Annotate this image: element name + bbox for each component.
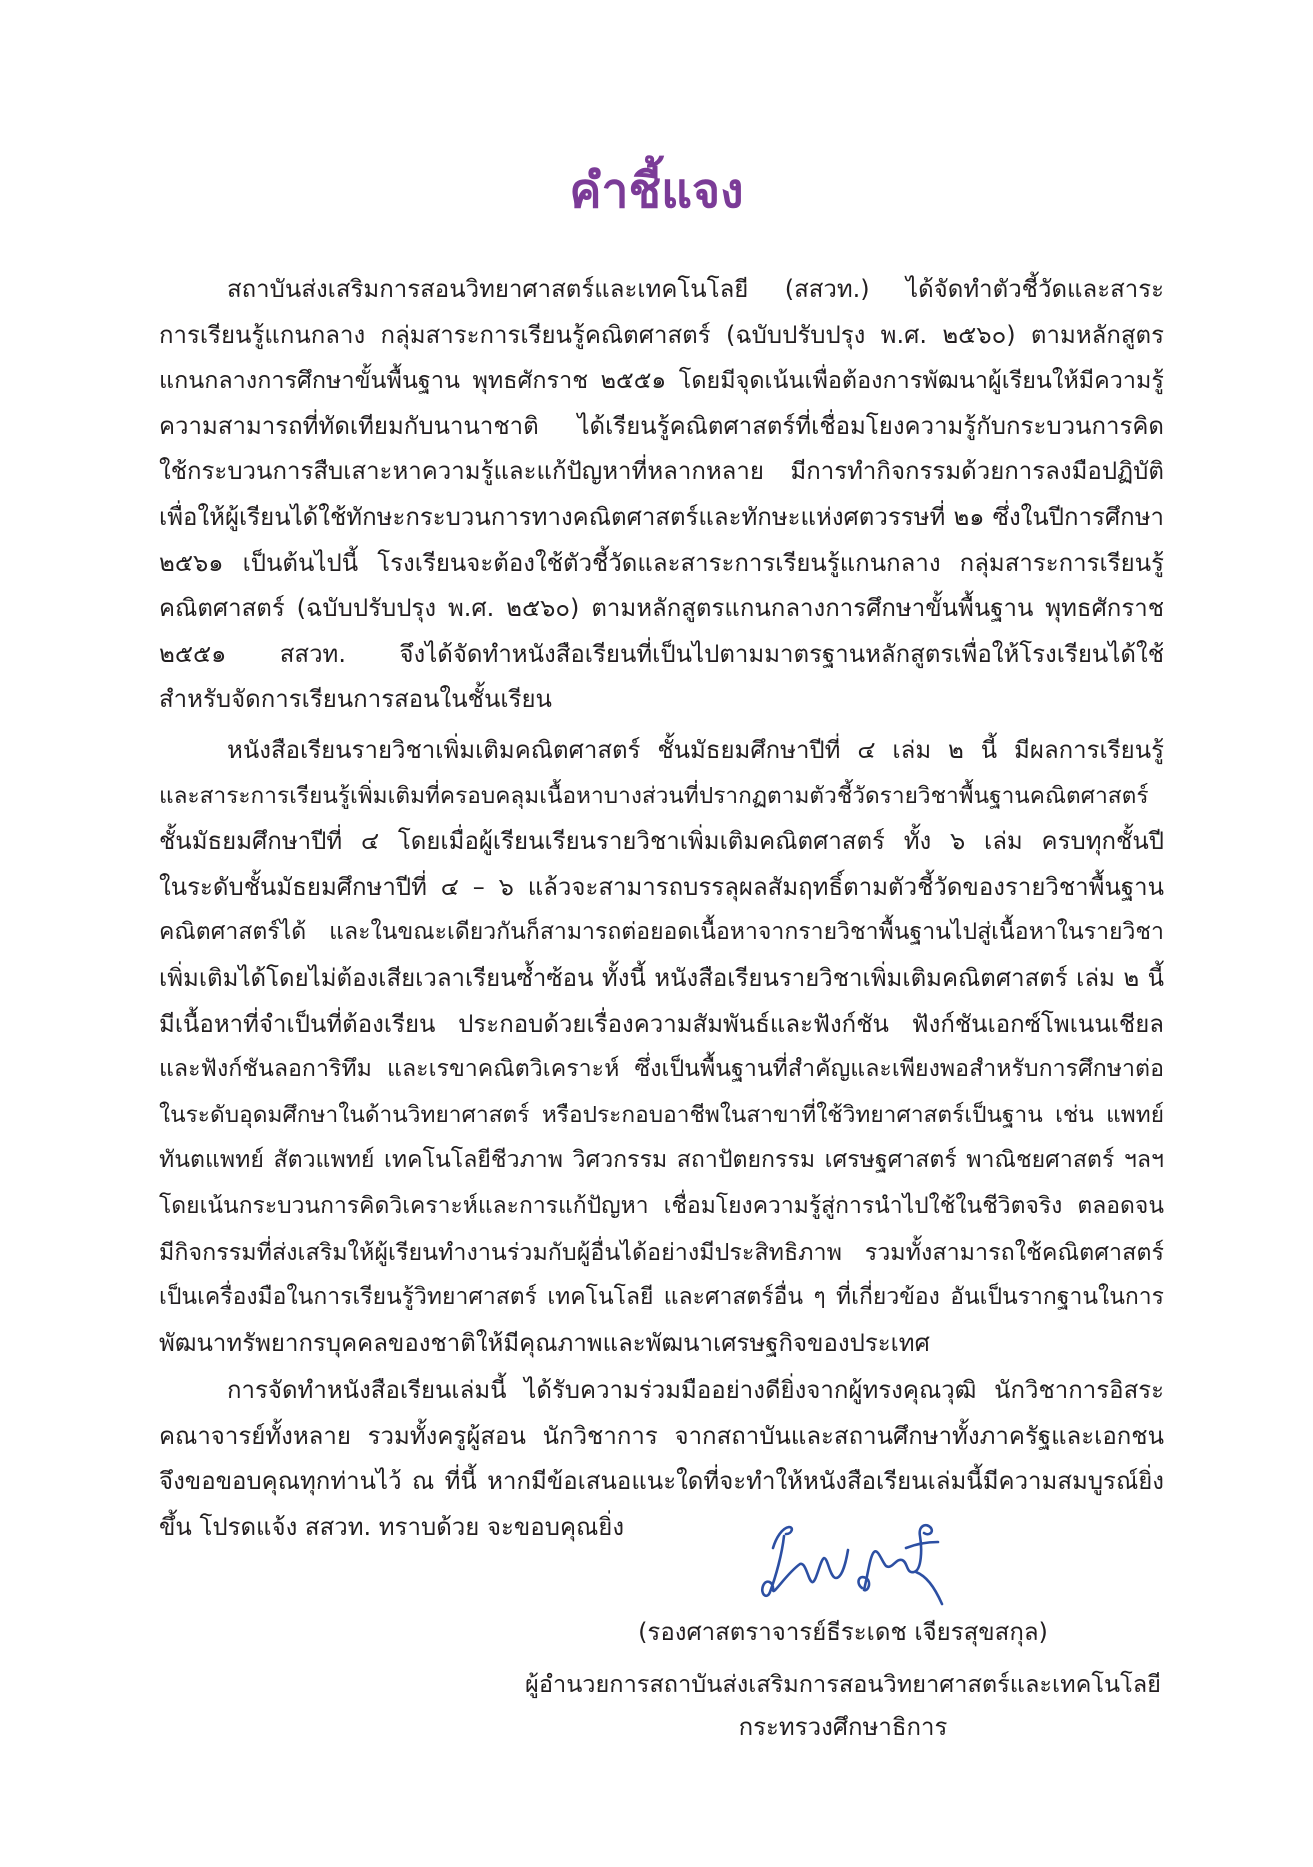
paragraph-line: เพื่อให้ผู้เรียนได้ใช้ทักษะกระบวนการทางคณิตศาสตร์และทักษะแห่งศตวรรษที่ ๒๑ ซึ่งในปีการศึกษา [159,502,1164,531]
paragraph-line: การจัดทำหนังสือเรียนเล่มนี้ ได้รับความร่วมมืออย่างดียิ่งจากผู้ทรงคุณวุฒิ นักวิชาการอิสระ [227,1376,1164,1404]
paragraph-line: ขึ้น โปรดแจ้ง สสวท. ทราบด้วย จะขอบคุณยิ่ง [159,1512,625,1541]
signatory-name: (รองศาสตราจารย์ธีระเดช เจียรสุขสกุล) [638,1618,1048,1646]
paragraph-line: คณิตศาสตร์ (ฉบับปรับปรุง พ.ศ. ๒๕๖๐) ตามหลักสูตรแกนกลางการศึกษาขั้นพื้นฐาน พุทธศักราช [159,594,1164,623]
paragraph-line: และสาระการเรียนรู้เพิ่มเติมที่ครอบคลุมเนื้อหาบางส่วนที่ปรากฏตามตัวชี้วัดรายวิชาพื้นฐานคณิตศาสตร์ [159,782,1149,809]
paragraph-line: พัฒนาทรัพยากรบุคคลของชาติให้มีคุณภาพและพัฒนาเศรษฐกิจของประเทศ [159,1328,930,1357]
paragraph-line: จึงขอขอบคุณทุกท่านไว้ ณ ที่นี้ หากมีข้อเสนอแนะใดที่จะทำให้หนังสือเรียนเล่มนี้มีความสมบูรณ์ยิ่ง [159,1467,1164,1496]
paragraph-line: มีเนื้อหาที่จำเป็นที่ต้องเรียน ประกอบด้วยเรื่องความสัมพันธ์และฟังก์ชัน ฟังก์ชันเอกซ์โพเนนเชียล [159,1009,1164,1038]
paragraph-line: หนังสือเรียนรายวิชาเพิ่มเติมคณิตศาสตร์ ชั้นมัธยมศึกษาปีที่ ๔ เล่ม ๒ นี้ มีผลการเรียนรู้ [227,736,1164,764]
paragraph-line: ใช้กระบวนการสืบเสาะหาความรู้และแก้ปัญหาที่หลากหลาย มีการทำกิจกรรมด้วยการลงมือปฏิบัติ [159,457,1164,486]
paragraph-line: ๒๕๕๑ สสวท. จึงได้จัดทำหนังสือเรียนที่เป็นไปตามมาตรฐานหลักสูตรเพื่อให้โรงเรียนได้ใช้ [159,639,1164,668]
paragraph-line: คณาจารย์ทั้งหลาย รวมทั้งครูผู้สอน นักวิชาการ จากสถาบันและสถานศึกษาทั้งภาครัฐและเอกชน [159,1421,1164,1450]
paragraph-line: สถาบันส่งเสริมการสอนวิทยาศาสตร์และเทคโนโลยี (สสวท.) ได้จัดทำตัวชี้วัดและสาระ [227,275,1164,303]
paragraph-line: ชั้นมัธยมศึกษาปีที่ ๔ โดยเมื่อผู้เรียนเรียนรายวิชาเพิ่มเติมคณิตศาสตร์ ทั้ง ๖ เล่ม ครบทุกชั้นปี [159,827,1164,856]
signature-stroke [916,1572,942,1604]
signatory-position: ผู้อำนวยการสถาบันส่งเสริมการสอนวิทยาศาสตร์และเทคโนโลยี [525,1670,1161,1698]
signature-stroke [859,1525,932,1590]
signature [756,1512,956,1612]
paragraph-line: เพิ่มเติมได้โดยไม่ต้องเสียเวลาเรียนซ้ำซ้อน ทั้งนี้ หนังสือเรียนรายวิชาเพิ่มเติมคณิตศาสตร์ เล่ม ๒ นี้ [159,963,1164,992]
paragraph-line: โดยเน้นกระบวนการคิดวิเคราะห์และการแก้ปัญหา เชื่อมโยงความรู้สู่การนำไปใช้ในชีวิตจริง ตลอดจน [159,1192,1164,1219]
paragraph-line: คณิตศาสตร์ได้ และในขณะเดียวกันก็สามารถต่อยอดเนื้อหาจากรายวิชาพื้นฐานไปสู่เนื้อหาในรายวิชา [159,919,1164,946]
paragraph-line: เป็นเครื่องมือในการเรียนรู้วิทยาศาสตร์ เทคโนโลยี และศาสตร์อื่น ๆ ที่เกี่ยวข้อง อันเป็นรากฐานในการ [159,1284,1164,1311]
intro-paragraph [159,267,1164,723]
paragraph-line: การเรียนรู้แกนกลาง กลุ่มสาระการเรียนรู้คณิตศาสตร์ (ฉบับปรับปรุง พ.ศ. ๒๕๖๐) ตามหลักสูตร [159,320,1164,349]
paragraph-line: ๒๕๖๑ เป็นต้นไปนี้ โรงเรียนจะต้องใช้ตัวชี้วัดและสาระการเรียนรู้แกนกลาง กลุ่มสาระการเรียนรู้ [159,548,1164,577]
paragraph-line: ในระดับชั้นมัธยมศึกษาปีที่ ๔ – ๖ แล้วจะสามารถบรรลุผลสัมฤทธิ์ตามตัวชี้วัดของรายวิชาพื้นฐาน [159,872,1164,901]
acknowledgement-paragraph [159,1368,1164,1550]
paragraph-line: ความสามารถที่ทัดเทียมกับนานาชาติ ได้เรียนรู้คณิตศาสตร์ที่เชื่อมโยงความรู้กับกระบวนการคิด [159,411,1164,440]
content-paragraph [159,728,1164,1366]
paragraph-line: ทันตแพทย์ สัตวแพทย์ เทคโนโลยีชีวภาพ วิศวกรรม สถาปัตยกรรม เศรษฐศาสตร์ พาณิชยศาสตร์ ฯลฯ [159,1147,1164,1174]
paragraph-line: ในระดับอุดมศึกษาในด้านวิทยาศาสตร์ หรือประกอบอาชีพในสาขาที่ใช้วิทยาศาสตร์เป็นฐาน เช่น แพทย์ [159,1101,1164,1128]
paragraph-line: และฟังก์ชันลอการิทึม และเรขาคณิตวิเคราะห์ ซึ่งเป็นพื้นฐานที่สำคัญและเพียงพอสำหรับการศึกษาต่อ [159,1056,1164,1083]
page-title: คำชี้แจง [569,163,744,219]
paragraph-line: สำหรับจัดการเรียนการสอนในชั้นเรียน [159,685,552,714]
paragraph-line: แกนกลางการศึกษาขั้นพื้นฐาน พุทธศักราช ๒๕๕๑ โดยมีจุดเน้นเพื่อต้องการพัฒนาผู้เรียนให้มีความรู้ [159,366,1164,395]
paragraph-line: มีกิจกรรมที่ส่งเสริมให้ผู้เรียนทำงานร่วมกับผู้อื่นได้อย่างมีประสิทธิภาพ รวมทั้งสามารถใช้คณิตศาสตร์ [159,1238,1164,1266]
signatory-organization: กระทรวงศึกษาธิการ [738,1713,948,1741]
